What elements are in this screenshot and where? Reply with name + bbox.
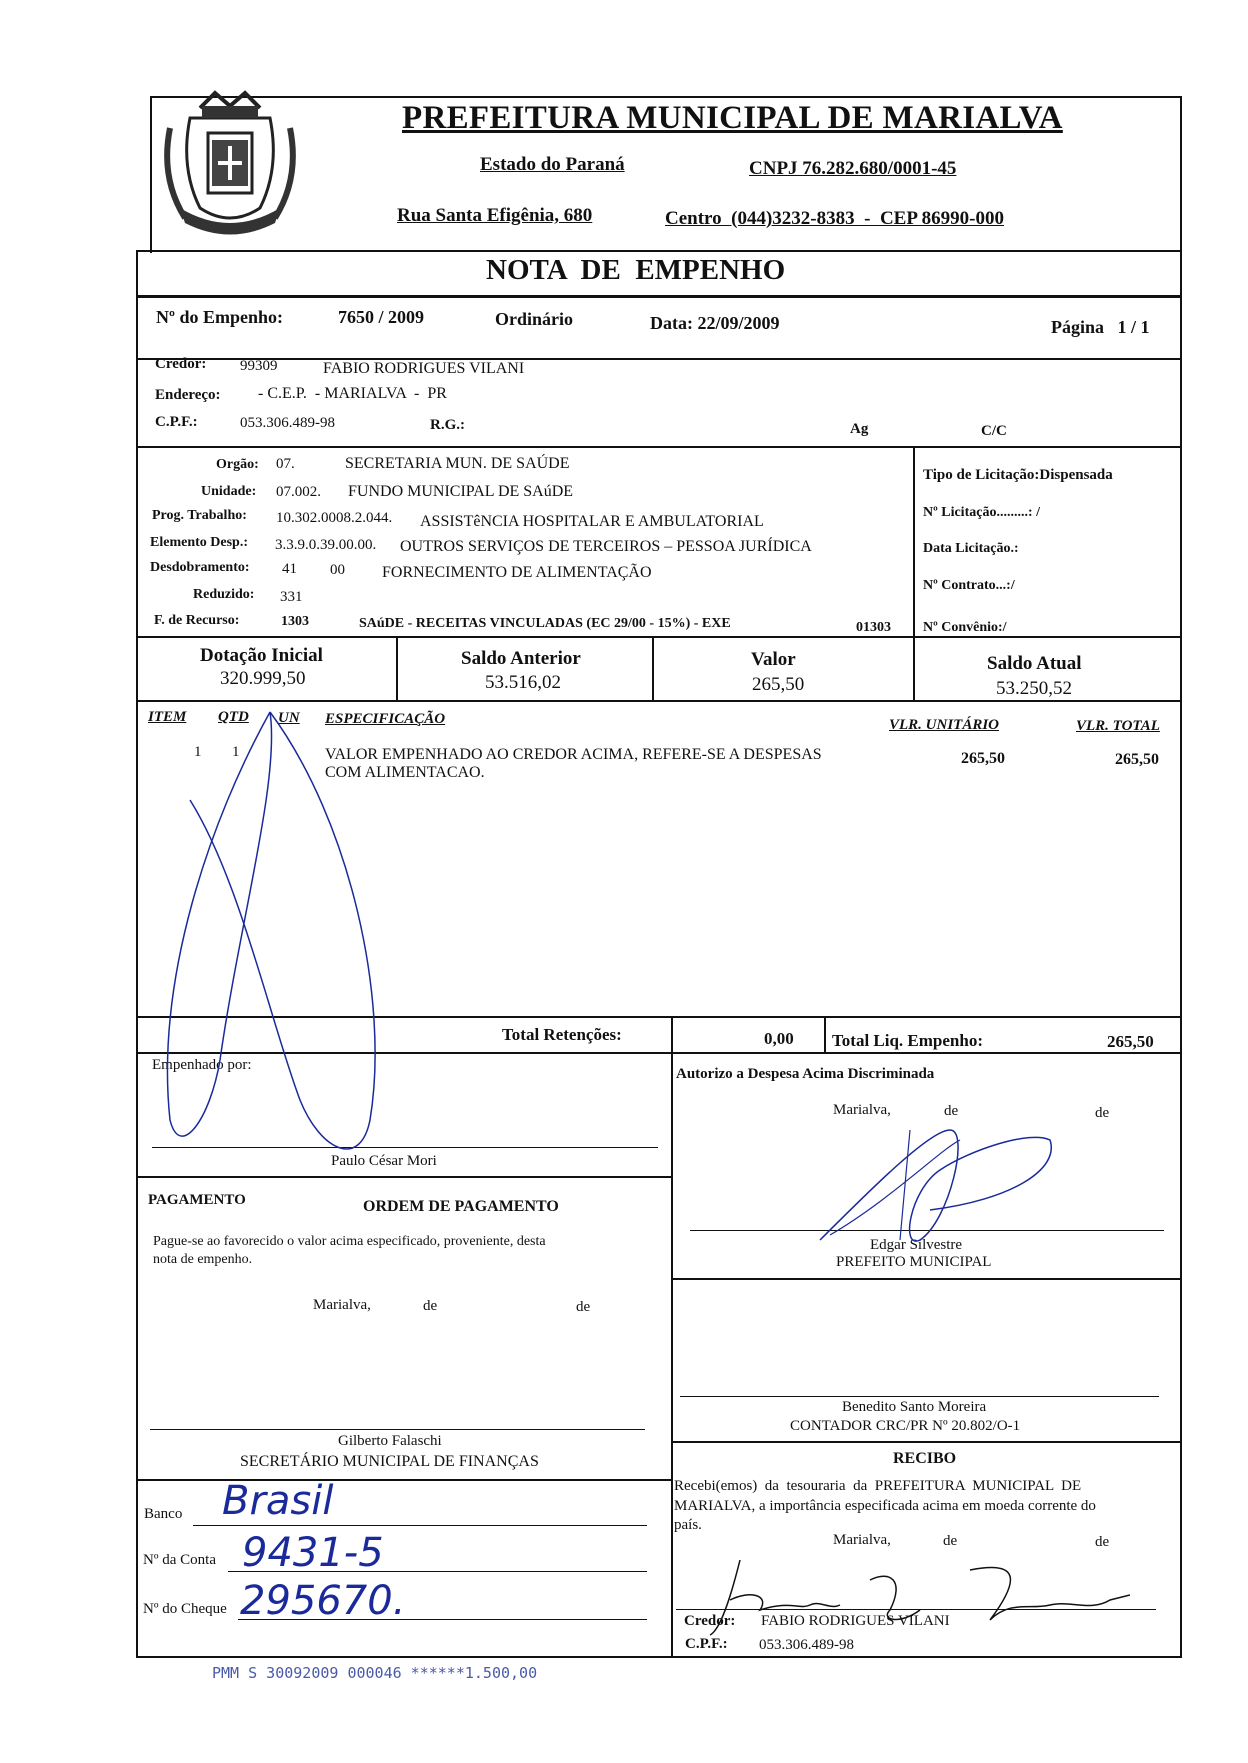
recibo-label: RECIBO [893,1450,957,1467]
coat-of-arms-logo [160,88,300,243]
document-title: NOTA DE EMPENHO [486,254,786,286]
banco-value: Brasil [222,1478,334,1524]
ordem-pagamento-label: ORDEM DE PAGAMENTO [363,1198,559,1215]
empenho-number: 7650 / 2009 [338,307,425,327]
credor-signature [690,1540,1130,1640]
empenho-number-label: Nº do Empenho: [156,307,283,327]
row-spec-line1: VALOR EMPENHADO AO CREDOR ACIMA, REFERE-SE A DESPESAS [325,746,822,763]
tipo-licitacao: Tipo de Licitação:Dispensada [923,467,1113,483]
unidade-name: FUNDO MUNICIPAL DE SAúDE [348,483,574,500]
ag-label: Ag [850,421,869,437]
reduzido-value: 331 [280,589,303,605]
empenhado-label: Empenhado por: [152,1057,252,1073]
recurso-code: 1303 [281,614,309,629]
dotacao-value: 320.999,50 [220,668,306,689]
page-title: PREFEITURA MUNICIPAL DE MARIALVA [402,100,1063,136]
elemento-code: 3.3.9.0.39.00.00. [275,537,377,553]
pagamento-text-line1: Pague-se ao favorecido o valor acima especificado, proveniente, desta [153,1234,546,1249]
empenho-date: Data: 22/09/2009 [650,313,780,333]
saldo-anterior-label: Saldo Anterior [461,648,581,669]
cheque-value: 295670. [240,1578,406,1624]
conta-value: 9431-5 [242,1530,384,1576]
col-un-header: UN [278,710,300,726]
recurso-number: 01303 [856,620,891,635]
recibo-de2: de [1095,1534,1110,1550]
credor-label: Credor: [155,356,207,372]
cc-label: C/C [981,423,1007,439]
empenhado-signature [150,700,390,1170]
autorizo-city: Marialva, [833,1102,891,1118]
autorizo-de2: de [1095,1105,1110,1121]
numero-licitacao: Nº Licitação.........: / [923,505,1040,520]
row-qtd: 1 [232,744,240,760]
recibo-cpf-label: C.P.F.: [685,1636,728,1652]
cnpj-label: CNPJ 76.282.680/0001-45 [749,158,957,179]
recurso-label: F. de Recurso: [154,613,240,628]
valor-label: Valor [751,649,796,670]
empenhado-name: Paulo César Mori [331,1153,437,1169]
empenho-type: Ordinário [495,309,574,329]
prefeito-signature [810,1110,1070,1250]
elemento-label: Elemento Desp.: [150,535,248,550]
row-unit-value: 265,50 [961,750,1005,767]
credor-code: 99309 [240,358,278,374]
credor-name: FABIO RODRIGUES VILANI [323,360,525,377]
orgao-label: Orgão: [216,457,259,472]
row-spec-line2: COM ALIMENTACAO. [325,764,485,781]
state-label: Estado do Paraná [480,154,625,175]
conta-label: Nº da Conta [143,1552,216,1568]
desdobramento-b: 00 [330,562,345,578]
col-unit-header: VLR. UNITÁRIO [889,717,1000,733]
col-item-header: ITEM [148,709,187,725]
rg-label: R.G.: [430,417,465,433]
col-spec-header: ESPECIFICAÇÃO [325,711,446,727]
recibo-credor-name: FABIO RODRIGUES VILANI [761,1613,950,1629]
recibo-city: Marialva, [833,1532,891,1548]
endereco-label: Endereço: [155,387,221,403]
address-label: Rua Santa Efigênia, 680 [397,205,593,226]
liquido-label: Total Liq. Empenho: [832,1031,983,1050]
pagamento-text-line2: nota de empenho. [153,1252,253,1267]
unidade-label: Unidade: [201,484,257,499]
prog-label: Prog. Trabalho: [152,508,247,523]
page-number: Página 1 / 1 [1051,317,1150,337]
numero-contrato: Nº Contrato...:/ [923,578,1015,593]
orgao-code: 07. [276,456,295,472]
pagamento-signer: Gilberto Falaschi [338,1433,442,1449]
district-phone-label: Centro (044)3232-8383 - CEP 86990-000 [665,208,1004,229]
dotacao-label: Dotação Inicial [200,645,323,666]
pagamento-city: Marialva, [313,1297,371,1313]
numero-convenio: Nº Convênio:/ [923,620,1007,635]
retencoes-value: 0,00 [764,1029,794,1048]
autorizo-signer: Edgar Silvestre [870,1237,963,1253]
desdobramento-label: Desdobramento: [150,560,250,575]
pagamento-de1: de [423,1298,438,1314]
recibo-credor-label: Credor: [684,1613,736,1629]
valor-value: 265,50 [752,674,805,695]
contador-role: CONTADOR CRC/PR Nº 20.802/O-1 [790,1418,1021,1434]
col-qtd-header: QTD [218,709,249,725]
elemento-name: OUTROS SERVIÇOS DE TERCEIROS – PESSOA JURÍDICA [400,538,812,555]
saldo-atual-value: 53.250,52 [996,678,1072,699]
liquido-value: 265,50 [1107,1032,1154,1051]
pagamento-role: SECRETÁRIO MUNICIPAL DE FINANÇAS [240,1453,539,1470]
recibo-text-line2: MARIALVA, a importância especificada acima em moeda corrente do [674,1498,1096,1514]
recibo-text-line1: Recebi(emos) da tesouraria da PREFEITURA MUNICIPAL DE [674,1478,1082,1494]
cpf-label: C.P.F.: [155,414,198,430]
row-total-value: 265,50 [1115,751,1159,768]
col-total-header: VLR. TOTAL [1076,718,1160,734]
data-licitacao: Data Licitação.: [923,541,1019,556]
contador-signer: Benedito Santo Moreira [842,1399,987,1415]
unidade-code: 07.002. [276,484,321,500]
retencoes-label: Total Retenções: [502,1025,622,1044]
payment-stamp: PMM S 30092009 000046 ******1.500,00 [212,1664,538,1682]
banco-label: Banco [144,1506,183,1522]
recibo-de1: de [943,1533,958,1549]
saldo-atual-label: Saldo Atual [987,653,1082,674]
pagamento-de2: de [576,1299,591,1315]
prog-name: ASSISTêNCIA HOSPITALAR E AMBULATORIAL [420,513,764,530]
desdobramento-a: 41 [282,561,297,577]
row-item: 1 [194,744,202,760]
desdobramento-name: FORNECIMENTO DE ALIMENTAÇÃO [382,564,652,581]
reduzido-label: Reduzido: [193,587,255,602]
prog-code: 10.302.0008.2.044. [276,510,393,526]
endereco-value: - C.E.P. - MARIALVA - PR [258,385,447,402]
autorizo-de1: de [944,1103,959,1119]
cheque-label: Nº do Cheque [143,1601,227,1617]
pagamento-label: PAGAMENTO [148,1192,246,1208]
autorizo-label: Autorizo a Despesa Acima Discriminada [676,1066,935,1082]
cpf-value: 053.306.489-98 [240,415,335,431]
orgao-name: SECRETARIA MUN. DE SAÚDE [345,455,570,472]
saldo-anterior-value: 53.516,02 [485,672,561,693]
recibo-cpf-value: 053.306.489-98 [759,1637,854,1653]
recibo-text-line3: país. [674,1517,702,1533]
recurso-name: SAúDE - RECEITAS VINCULADAS (EC 29/00 - 15%) - EXE [359,616,731,631]
autorizo-role: PREFEITO MUNICIPAL [836,1254,992,1270]
